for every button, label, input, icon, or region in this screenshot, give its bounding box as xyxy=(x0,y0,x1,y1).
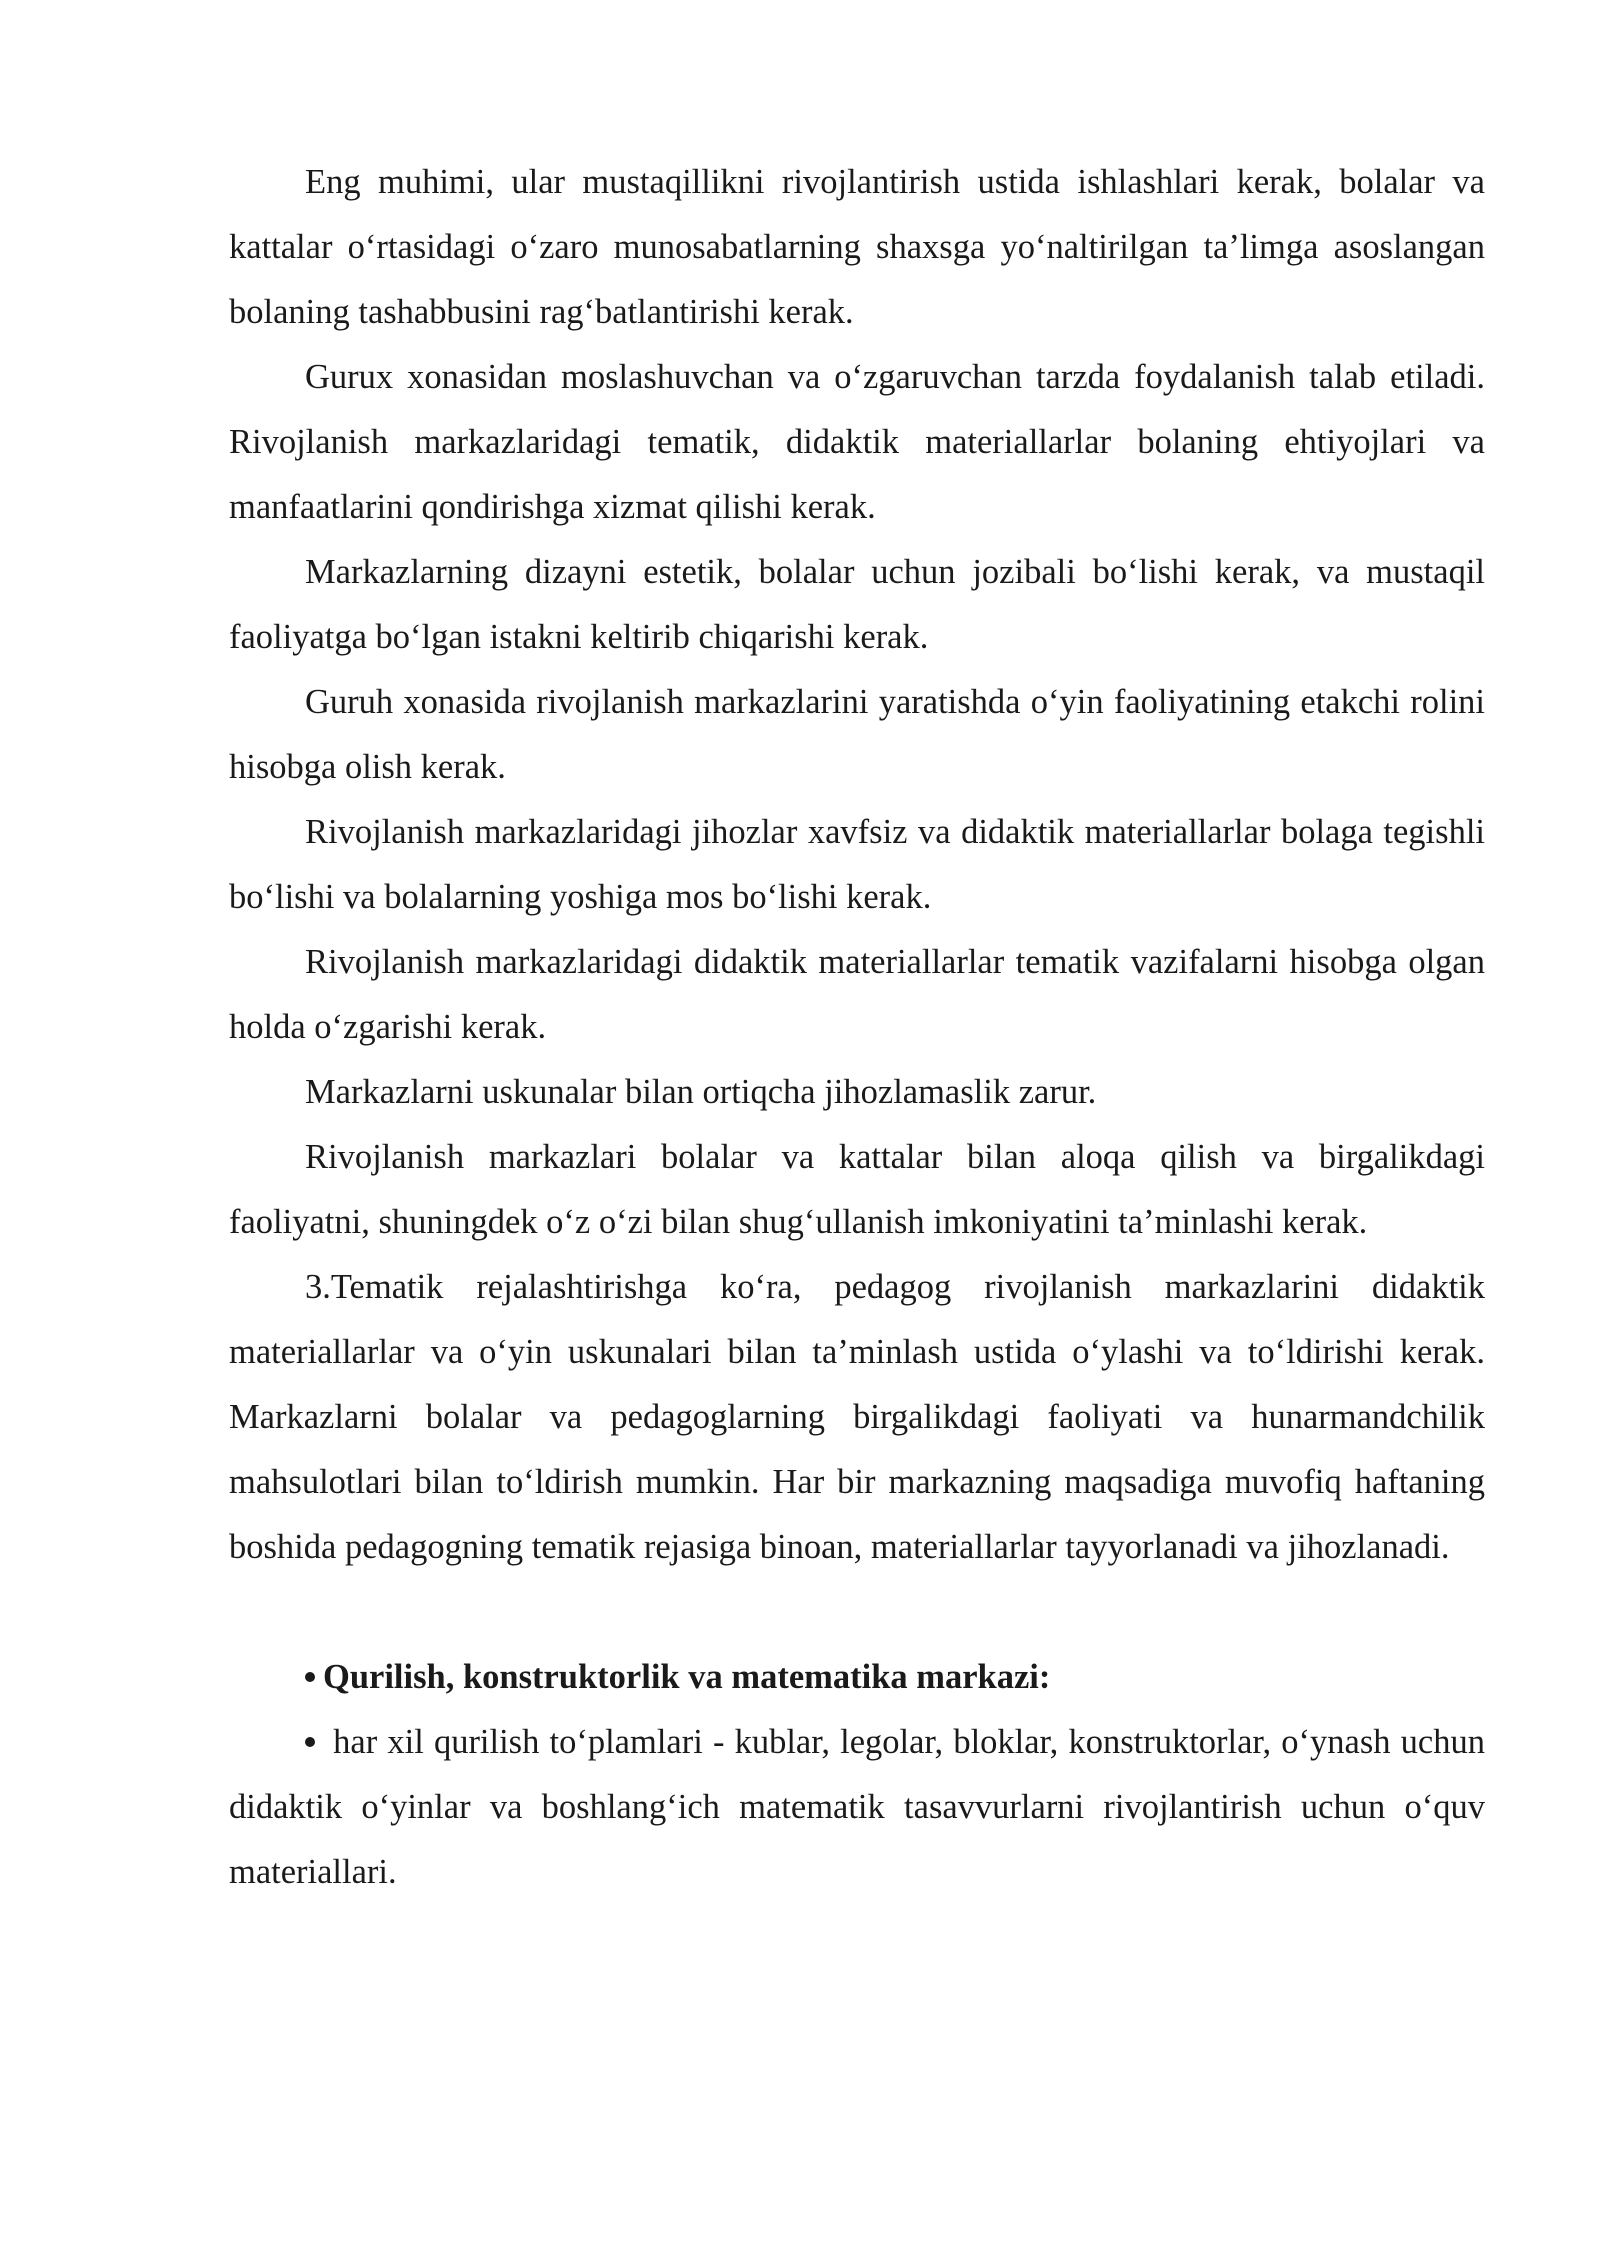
paragraph: Markazlarning dizayni estetik, bolalar uchun jozibali bo‘lishi kerak, va mustaqil faoliyatga bo‘lgan istakni keltirib chiqarishi kerak. xyxy=(229,553,1485,656)
paragraph: Rivojlanish markazlaridagi jihozlar xavfsiz va didaktik materiallarlar bolaga tegishli bo‘lishi va bolalarning yoshiga mos bo‘lishi kerak. xyxy=(229,813,1485,916)
bullet-icon xyxy=(305,1737,315,1747)
section-spacer xyxy=(229,1580,1485,1645)
paragraph: Eng muhimi, ular mustaqillikni rivojlantirish ustida ishlashlari kerak, bolalar va kattalar o‘rtasidagi o‘zaro munosabatlarning shaxsga yo‘naltirilgan ta’limga asoslangan bolaning tashabbusini rag‘batlantirishi kerak. xyxy=(229,163,1485,331)
paragraph: 3.Tematik rejalashtirishga ko‘ra, pedagog rivojlanish markazlarini didaktik materiallarlar va o‘yin uskunalari bilan ta’minlash ustida o‘ylashi va to‘ldirishi kerak. Markazlarni bolalar va pedagoglarning birgalikdagi faoliyati va hunarmandchilik mahsulotlari bilan to‘ldirish mumkin. Har bir markazning maqsadiga muvofiq haftaning boshida pedagogning tematik rejasiga binoan, materiallarlar tayyorlanadi va jihozlanadi. xyxy=(229,1268,1485,1566)
document-page xyxy=(229,150,1485,1905)
paragraph: Rivojlanish markazlari bolalar va kattalar bilan aloqa qilish va birgalikdagi faoliyatni, shuningdek o‘z o‘zi bilan shug‘ullanish imkoniyatini ta’minlashi kerak. xyxy=(229,1138,1485,1241)
paragraph: Markazlarni uskunalar bilan ortiqcha jihozlamaslik zarur. xyxy=(305,1073,1097,1111)
paragraph: Rivojlanish markazlaridagi didaktik materiallarlar tematik vazifalarni hisobga olgan holda o‘zgarishi kerak. xyxy=(229,943,1485,1046)
section-heading-text: Qurilish, konstruktorlik va matematika markazi: xyxy=(323,1658,1051,1696)
list-item-text: har xil qurilish to‘plamlari - kublar, legolar, bloklar, konstruktorlar, o‘ynash uchun didaktik o‘yinlar va boshlang‘ich matematik tasavvurlarni rivojlantirish uchun o‘quv materiallari. xyxy=(229,1723,1485,1891)
section-heading xyxy=(229,1645,1485,1710)
paragraph: Gurux xonasidan moslashuvchan va o‘zgaruvchan tarzda foydalanish talab etiladi. Rivojlanish markazlaridagi tematik, didaktik materiallarlar bolaning ehtiyojlari va manfaatlarini qondirishga xizmat qilishi kerak. xyxy=(229,358,1485,526)
paragraph: Guruh xonasida rivojlanish markazlarini yaratishda o‘yin faoliyatining etakchi rolini hisobga olish kerak. xyxy=(229,683,1485,786)
list-item xyxy=(229,1710,1485,1905)
bullet-icon xyxy=(305,1672,315,1682)
